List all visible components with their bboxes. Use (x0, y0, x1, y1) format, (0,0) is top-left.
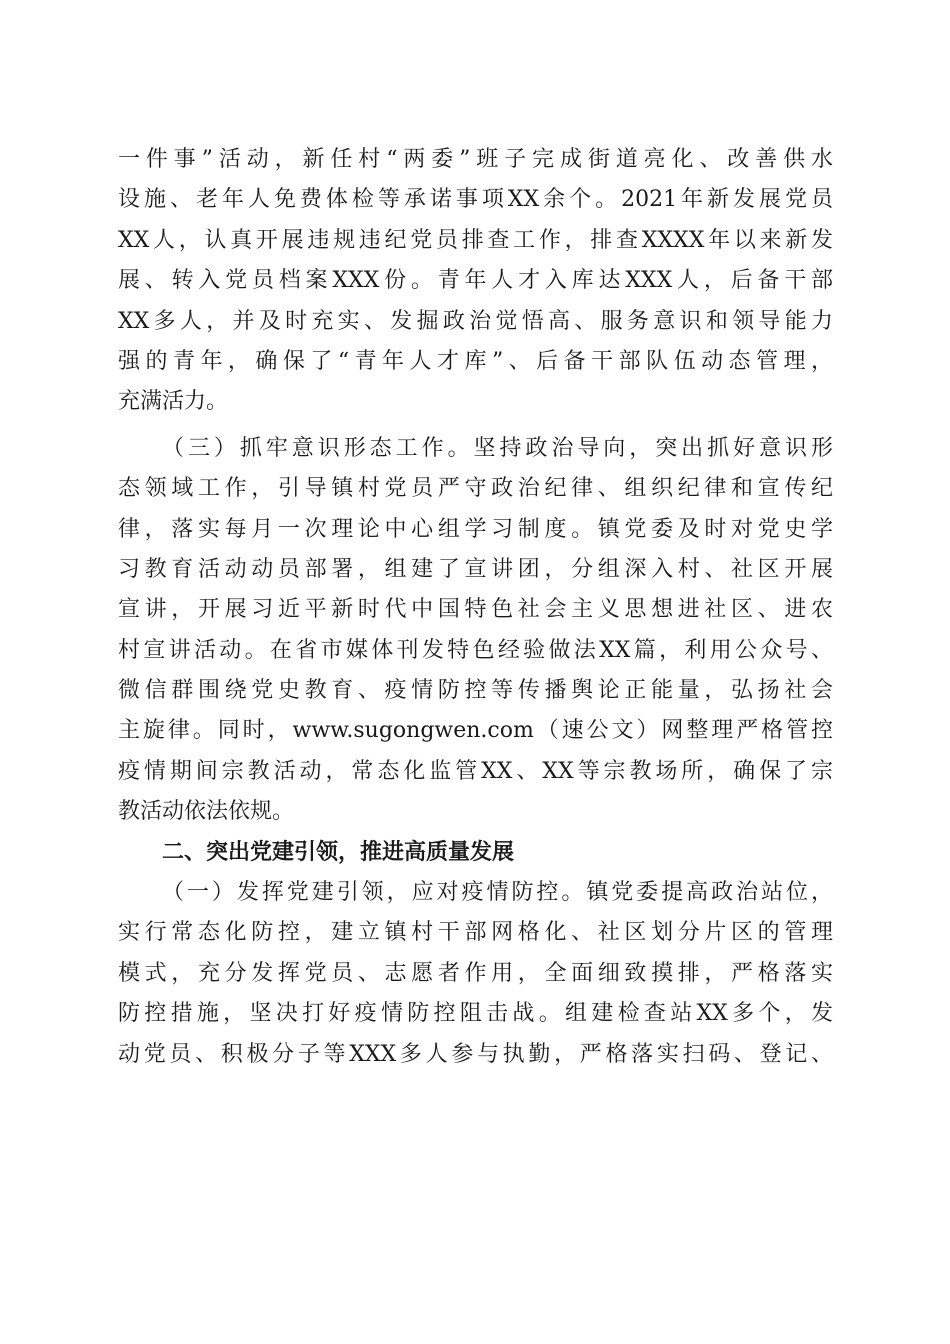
text-line (118, 873, 833, 913)
text-line (118, 429, 833, 469)
text-line: 习教育活动动员部署，组建了宣讲团，分组深入村、社区开展 (118, 556, 833, 582)
text-line: 展、转入党员档案XXX份。青年人才入库达XXX人，后备干部 (118, 268, 833, 294)
text-line: 态领域工作，引导镇村党员严守政治纪律、组织纪律和宣传纪 (118, 476, 833, 502)
text-line: 律，落实每月一次理论中心组学习制度。镇党委及时对党史学 (118, 516, 833, 542)
text-segment: 镇党委提高政治站位， (586, 880, 833, 906)
text-line: XX多人，并及时充实、发掘政治觉悟高、服务意识和领导能力 (118, 308, 833, 334)
paragraph-continuation (118, 140, 833, 423)
text-line: 村宣讲活动。在省市媒体刊发特色经验做法XX篇，利用公众号、 (118, 637, 833, 663)
text-line: 强的青年，确保了“青年人才库”、后备干部队伍动态管理， (118, 348, 833, 374)
text-line: XX人，认真开展违规违纪党员排查工作，排查XXXX年以来新发 (118, 227, 833, 253)
paragraph-epidemic-prevention (118, 873, 833, 1075)
text-line: 模式，充分发挥党员、志愿者作用，全面细致摸排，严格落实 (118, 960, 833, 986)
paragraph-ideology-work (118, 429, 833, 833)
text-line: 一件事”活动，新任村“两委”班子完成街道亮化、改善供水 (118, 147, 833, 172)
text-segment: 坚持政治导向，突出抓好意识形 (473, 435, 833, 461)
text-line: 实行常态化防控，建立镇村干部网格化、社区划分片区的管理 (118, 920, 833, 946)
text-line: 防控措施，坚决打好疫情防控阻击战。组建检查站XX多个，发 (118, 1001, 833, 1027)
text-line: 微信群围绕党史教育、疫情防控等传播舆论正能量，弘扬社会 (118, 678, 833, 704)
subsection-heading: （三）抓牢意识形态工作。 (162, 435, 474, 461)
subsection-heading: （一）发挥党建引领，应对疫情防控。 (162, 880, 587, 906)
document-body (118, 140, 833, 1075)
text-line: 主旋律。同时，www.sugongwen.com（速公文）网整理严格管控 (118, 718, 833, 744)
text-line: 教活动依法依规。 (118, 799, 295, 825)
text-line: 疫情期间宗教活动，常态化监管XX、XX等宗教场所，确保了宗 (118, 758, 833, 784)
text-line: 设施、老年人免费体检等承诺事项XX余个。2021年新发展党员 (118, 187, 833, 213)
text-line: 充满活力。 (118, 389, 229, 415)
section-heading: 二、突出党建引领，推进高质量发展 (162, 839, 515, 865)
text-line: 宣讲，开展习近平新时代中国特色社会主义思想进社区、进农 (118, 597, 833, 623)
text-line: 动党员、积极分子等XXX多人参与执勤，严格落实扫码、登记、 (118, 1041, 833, 1067)
